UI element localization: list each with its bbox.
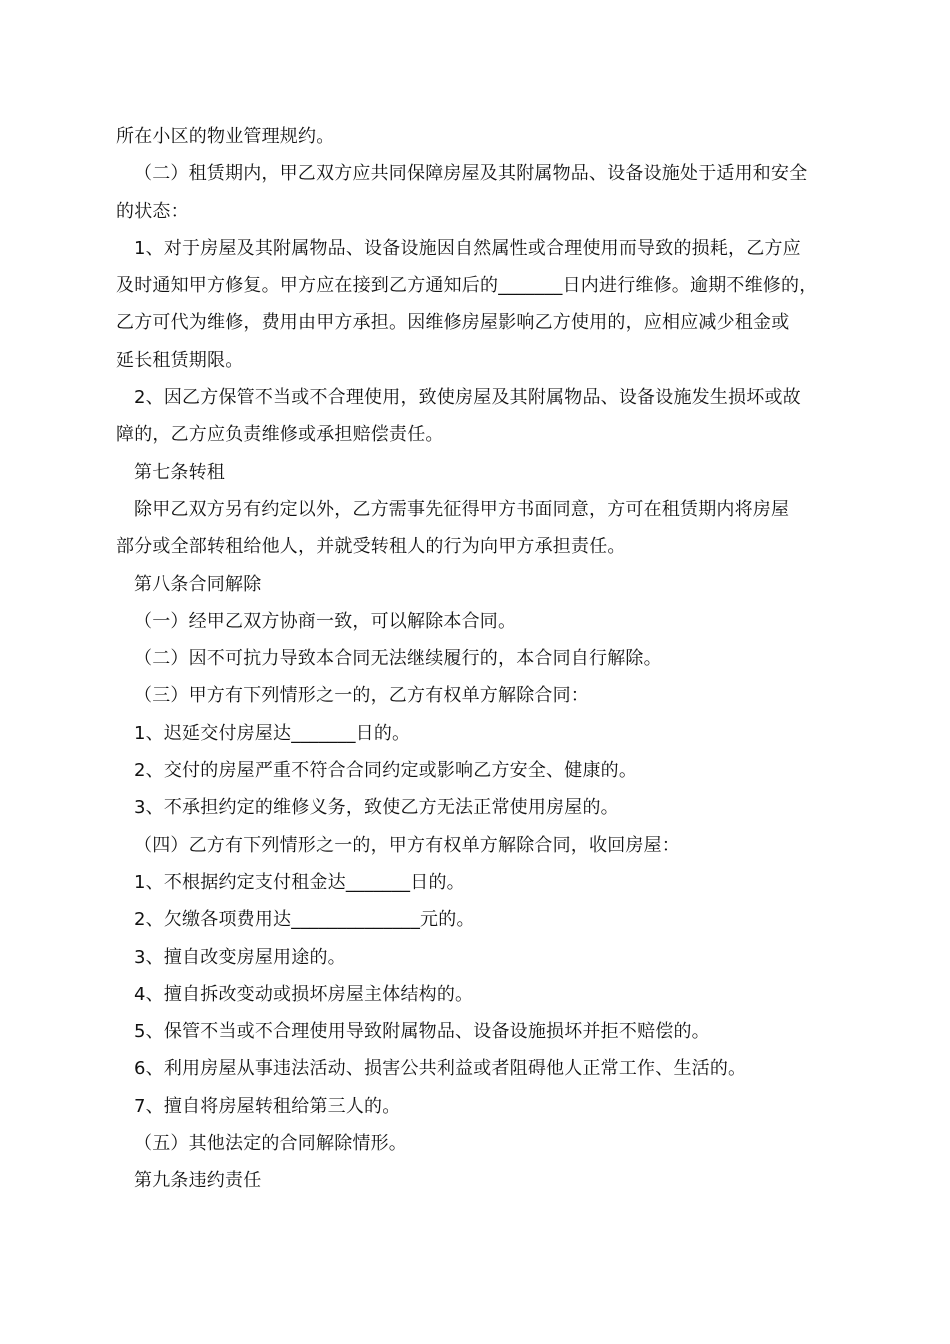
list-item: 6、利用房屋从事违法活动、损害公共利益或者阻碍他人正常工作、生活的。 <box>134 1058 747 1080</box>
clause-line: （四）乙方有下列情形之一的，甲方有权单方解除合同，收回房屋： <box>134 834 680 856</box>
paragraph-line: 除甲乙双方另有约定以外，乙方需事先征得甲方书面同意，方可在租赁期内将房屋 <box>134 498 790 520</box>
section-heading: 第七条转租 <box>134 461 225 483</box>
paragraph-line: 的状态： <box>116 200 189 222</box>
list-item: 2、欠缴各项费用达______________元的。 <box>134 909 475 931</box>
clause-line: （二）因不可抗力导致本合同无法继续履行的，本合同自行解除。 <box>134 648 662 670</box>
paragraph-line: 延长租赁期限。 <box>116 349 244 371</box>
paragraph-line: 2、因乙方保管不当或不合理使用，致使房屋及其附属物品、设备设施发生损坏或故 <box>134 387 801 409</box>
section-heading: 第九条违约责任 <box>134 1170 262 1192</box>
document-body <box>116 118 842 1200</box>
paragraph-line: 及时通知甲方修复。甲方应在接到乙方通知后的_______日内进行维修。逾期不维修的， <box>116 275 818 297</box>
paragraph-line: 1、对于房屋及其附属物品、设备设施因自然属性或合理使用而导致的损耗，乙方应 <box>134 237 801 259</box>
clause-line: （三）甲方有下列情形之一的，乙方有权单方解除合同： <box>134 685 589 707</box>
list-item: 4、擅自拆改变动或损坏房屋主体结构的。 <box>134 983 474 1005</box>
paragraph-line: （二）租赁期内，甲乙双方应共同保障房屋及其附属物品、设备设施处于适用和安全 <box>134 163 808 185</box>
paragraph-line: 障的，乙方应负责维修或承担赔偿责任。 <box>116 424 444 446</box>
list-item: 5、保管不当或不合理使用导致附属物品、设备设施损坏并拒不赔偿的。 <box>134 1021 710 1043</box>
list-item: 2、交付的房屋严重不符合合同约定或影响乙方安全、健康的。 <box>134 760 638 782</box>
paragraph-line: 部分或全部转租给他人，并就受转租人的行为向甲方承担责任。 <box>116 536 626 558</box>
list-item: 3、擅自改变房屋用途的。 <box>134 946 346 968</box>
paragraph-line: 所在小区的物业管理规约。 <box>116 126 335 147</box>
clause-line: （一）经甲乙双方协商一致，可以解除本合同。 <box>134 610 517 632</box>
list-item: 1、迟延交付房屋达_______日的。 <box>134 722 411 744</box>
clause-line: （五）其他法定的合同解除情形。 <box>134 1133 407 1155</box>
list-item: 7、擅自将房屋转租给第三人的。 <box>134 1095 401 1117</box>
list-item: 3、不承担约定的维修义务，致使乙方无法正常使用房屋的。 <box>134 797 619 819</box>
paragraph-line: 乙方可代为维修，费用由甲方承担。因维修房屋影响乙方使用的，应相应减少租金或 <box>116 312 790 334</box>
list-item: 1、不根据约定支付租金达_______日的。 <box>134 871 465 893</box>
section-heading: 第八条合同解除 <box>134 573 262 595</box>
